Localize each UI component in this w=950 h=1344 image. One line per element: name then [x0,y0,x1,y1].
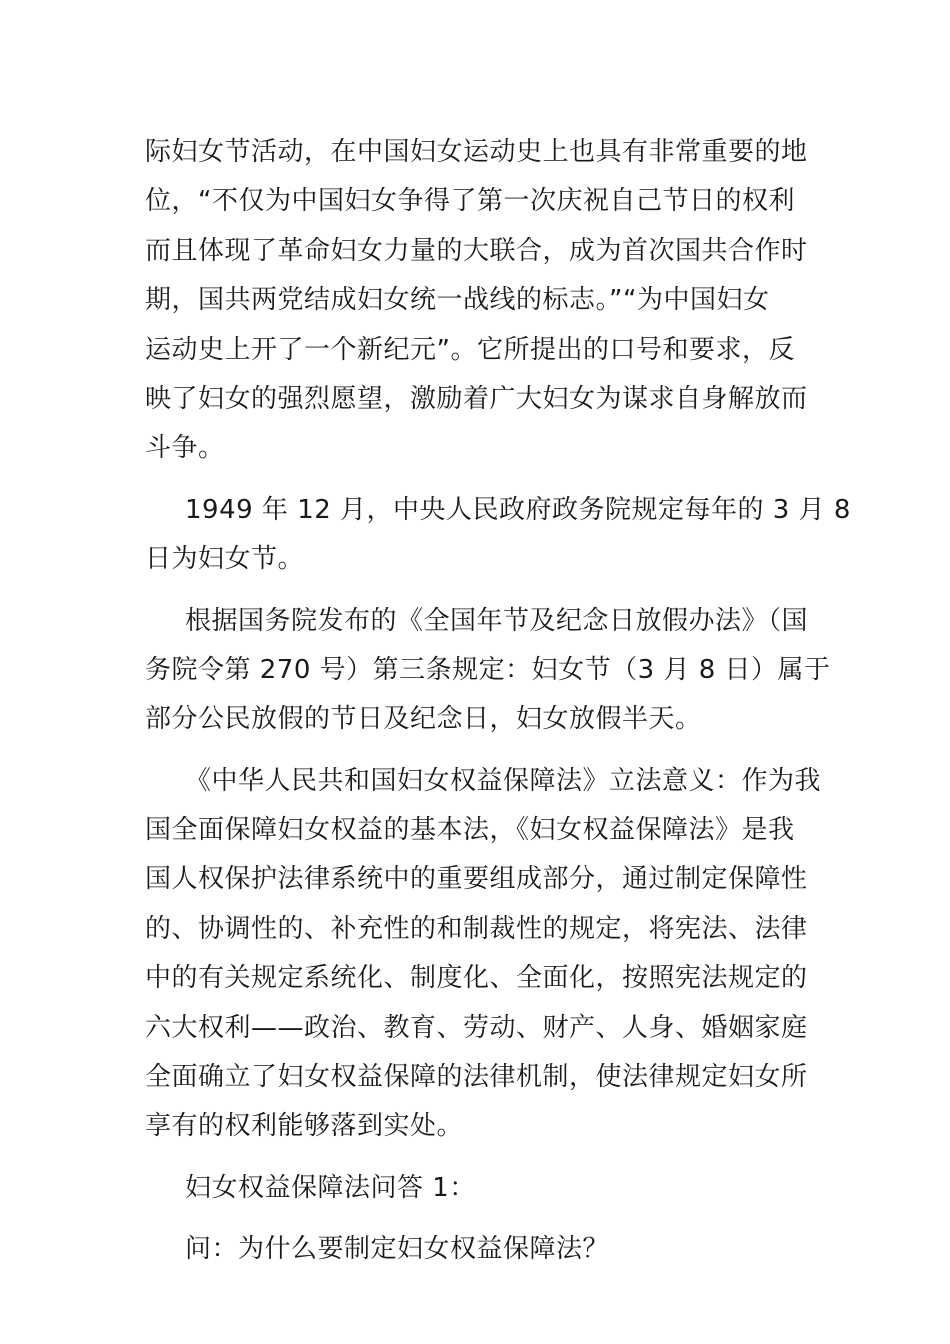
text-line: 斗争。 [145,433,225,464]
text-line: 1949 年 12 月，中央人民政府政务院规定每年的 3 月 8 [185,494,851,525]
text-line: 中的有关规定系统化、制度化、全面化，按照宪法规定的 [145,963,808,994]
paragraph [145,128,810,474]
text-line: 期，国共两党结成妇女统一战线的标志。”“为中国妇女 [145,285,770,316]
text-line: 的、协调性的、补充性的和制裁性的规定，将宪法、法律 [145,913,808,944]
text-line: 而且体现了革命妇女力量的大联合，成为首次国共合作时 [145,235,808,266]
text-line: 日为妇女节。 [145,544,305,575]
text-line: 位，“不仅为中国妇女争得了第一次庆祝自己节日的权利 [145,186,795,217]
paragraph [145,486,851,585]
paragraph [145,1225,810,1274]
text-line: 根据国务院发布的《全国年节及纪念日放假办法》（国 [185,605,809,636]
text-line: 部分公民放假的节日及纪念日，妇女放假半天。 [145,704,702,735]
text-line: 国全面保障妇女权益的基本法，《妇女权益保障法》是我 [145,815,795,846]
text-line: 务院令第 270 号）第三条规定：妇女节（3 月 8 日）属于 [145,654,831,685]
text-line: 全面确立了妇女权益保障的法律机制，使法律规定妇女所 [145,1062,808,1093]
text-line: 六大权利——政治、教育、劳动、财产、人身、婚姻家庭 [145,1012,808,1043]
text-line: 映了妇女的强烈愿望，激励着广大妇女为谋求自身解放而 [145,383,808,414]
text-line: 《中华人民共和国妇女权益保障法》立法意义：作为我 [185,765,822,796]
paragraph [145,597,831,745]
text-line: 问：为什么要制定妇女权益保障法？ [185,1234,610,1265]
text-line: 享有的权利能够落到实处。 [145,1111,464,1142]
text-line: 运动史上开了一个新纪元”。它所提出的口号和要求，反 [145,334,795,365]
text-line: 国人权保护法律系统中的重要组成部分，通过制定保障性 [145,864,808,895]
document-body [145,128,851,1275]
paragraph [145,1164,810,1213]
text-line: 际妇女节活动，在中国妇女运动史上也具有非常重要的地 [145,137,808,167]
paragraph [145,757,822,1152]
text-line: 妇女权益保障法问答 1： [185,1172,476,1203]
